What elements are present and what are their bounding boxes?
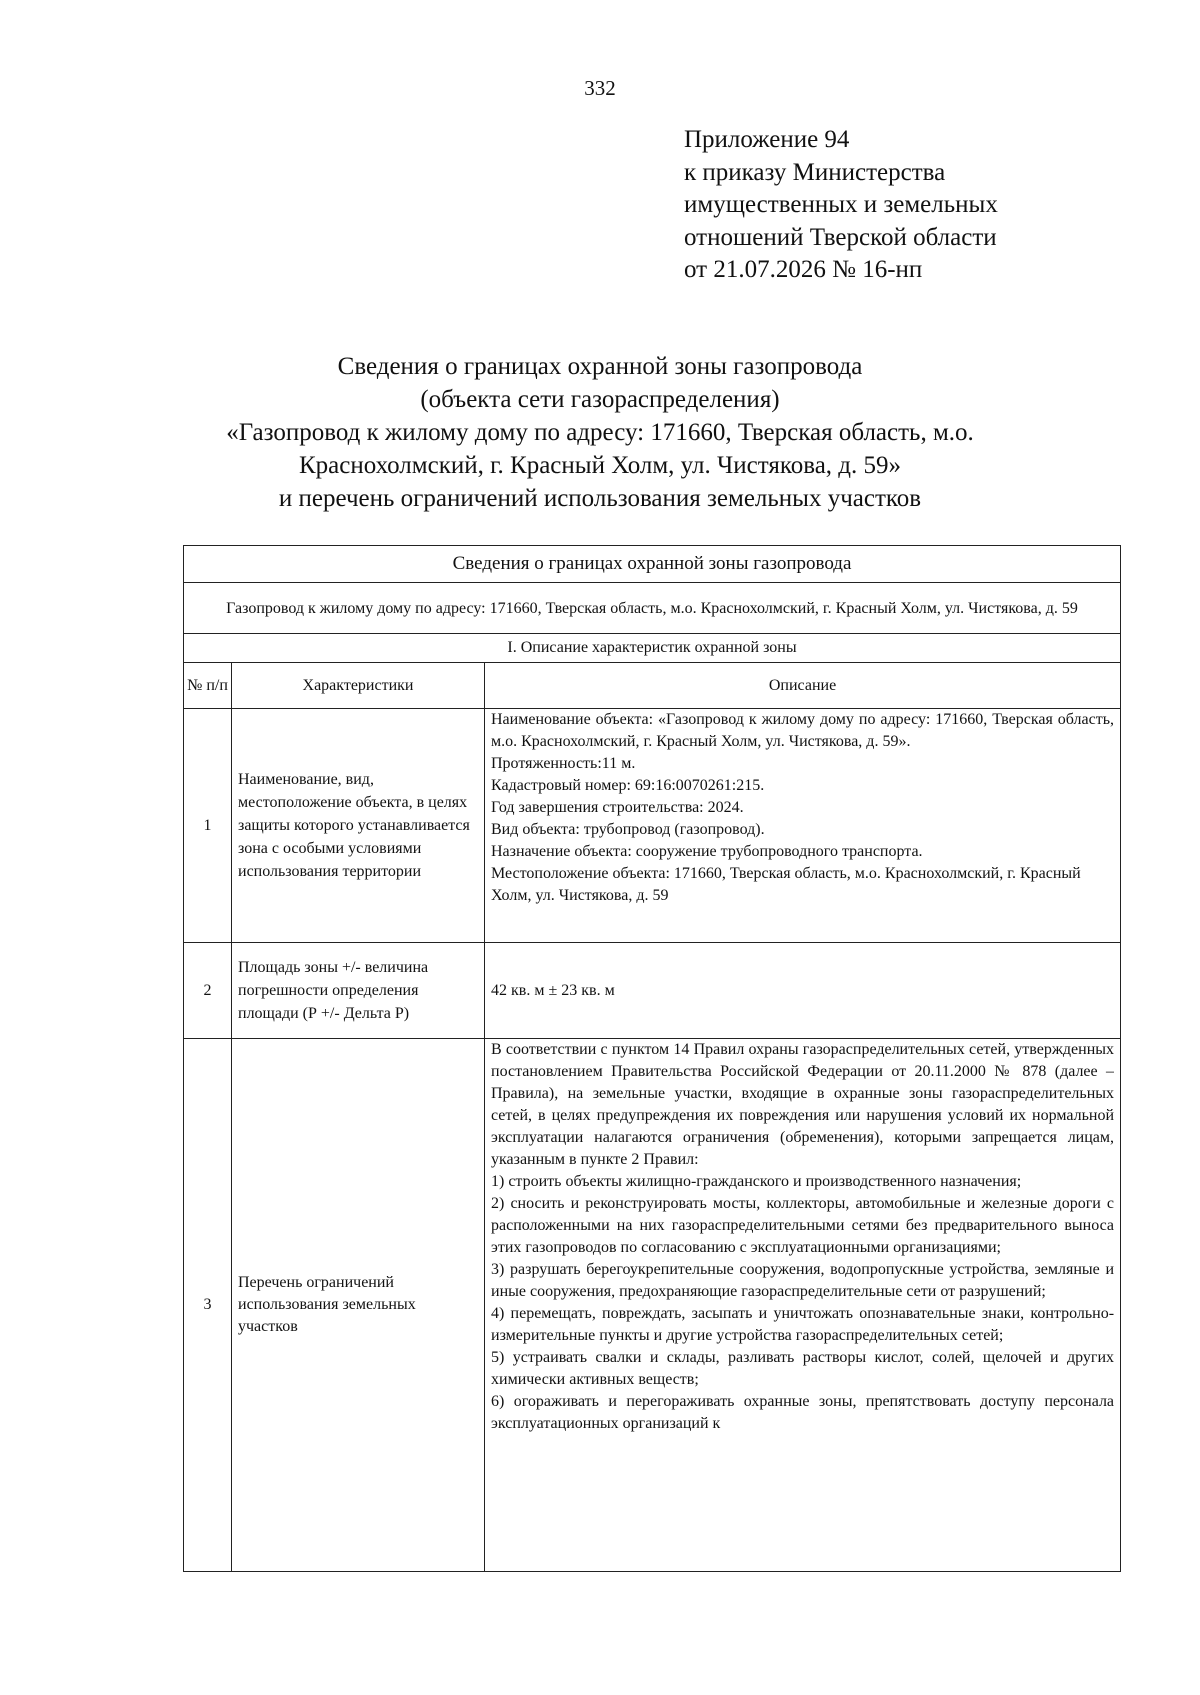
description-paragraph: Назначение объекта: сооружение трубопроводного транспорта. <box>491 843 923 860</box>
description-paragraph: 2) сносить и реконструировать мосты, коллекторы, автомобильные и железные дороги с расположенными на них газораспределительными сетями без предварительного выноса этих газопроводов по согласованию с эксплуатационными организациями; <box>491 1195 1115 1256</box>
description-paragraph: В соответствии с пунктом 14 Правил охраны газораспределительных сетей, утвержденных постановлением Правительства Российской Федерации от 20.11.2000 № 878 (далее – Правила), на земельные участки, входящие в охранные зоны газораспределительных сетей, в целях предупреждения их повреждения или нарушения условий их нормальной эксплуатации налагаются ограничения (обременения), которыми запрещается лицам, указанным в пункте 2 Правил: <box>491 1041 1115 1168</box>
title-line: (объекта сети газораспределения) <box>420 386 780 413</box>
header-num: № п/п <box>184 663 232 709</box>
title-line: Краснохолмский, г. Красный Холм, ул. Чистякова, д. 59» <box>298 452 902 479</box>
description-paragraph: 4) перемещать, повреждать, засыпать и уничтожать опознавательные знаки, контрольно-измерительные пункты и другие устройства газораспределительных сетей; <box>491 1305 1115 1344</box>
appendix-line: к приказу Министерства <box>684 158 946 186</box>
row-characteristic: Перечень ограничений использования земельных участков <box>232 1039 485 1572</box>
description-paragraph: Местоположение объекта: 171660, Тверская область, м.о. Краснохолмский, г. Красный Холм, ул. Чистякова, д. 59 <box>491 865 1081 904</box>
table-row <box>184 943 1121 1039</box>
table-section-title: Сведения о границах охранной зоны газопровода <box>184 546 1121 583</box>
description-paragraph: Кадастровый номер: 69:16:0070261:215. <box>491 777 765 794</box>
protection-zone-table <box>183 545 1121 1572</box>
appendix-line: Приложение 94 <box>684 126 850 153</box>
row-characteristic: Наименование, вид, местоположение объекта, в целях защиты которого устанавливается зона с особыми условиями использования территории <box>232 709 485 943</box>
appendix-line: отношений Тверской области <box>684 223 997 251</box>
appendix-line: от 21.07.2026 № 16-нп <box>684 256 923 283</box>
row-characteristic: Площадь зоны +/- величина погрешности определения площади (Р +/- Дельта Р) <box>232 943 485 1039</box>
table-part-title: I. Описание характеристик охранной зоны <box>184 634 1121 663</box>
title-line: «Газопровод к жилому дому по адресу: 171660, Тверская область, м.о. <box>226 419 974 446</box>
description-paragraph: Вид объекта: трубопровод (газопровод). <box>491 821 765 838</box>
row-description <box>485 1039 1121 1572</box>
header-characteristic: Характеристики <box>232 663 485 709</box>
description-paragraph: Год завершения строительства: 2024. <box>491 799 744 816</box>
description-paragraph: Наименование объекта: «Газопровод к жилому дому по адресу: 171660, Тверская область, м.о. Краснохолмский, г. Красный Холм, ул. Чистякова, д. 59». <box>491 711 1115 750</box>
page-number: 332 <box>584 76 616 100</box>
appendix-line: имущественных и земельных <box>684 191 998 218</box>
row-num: 3 <box>184 1039 232 1572</box>
row-description: 42 кв. м ± 23 кв. м <box>485 943 1121 1039</box>
description-paragraph: Протяженность:11 м. <box>491 755 636 772</box>
header-description: Описание <box>485 663 1121 709</box>
description-paragraph: 6) огораживать и перегораживать охранные зоны, препятствовать доступу персонала эксплуатационных организаций к <box>491 1393 1115 1432</box>
table-object-name: Газопровод к жилому дому по адресу: 171660, Тверская область, м.о. Краснохолмский, г. Красный Холм, ул. Чистякова, д. 59 <box>184 583 1121 634</box>
title-line: и перечень ограничений использования земельных участков <box>278 485 922 512</box>
description-paragraph: 5) устраивать свалки и склады, разливать растворы кислот, солей, щелочей и других химически активных веществ; <box>491 1349 1115 1388</box>
description-paragraph: 1) строить объекты жилищно-гражданского и производственного назначения; <box>491 1173 1022 1190</box>
row-num: 2 <box>184 943 232 1039</box>
document-title <box>150 350 1050 515</box>
title-line: Сведения о границах охранной зоны газопровода <box>337 353 863 380</box>
row-description <box>485 709 1121 943</box>
description-paragraph: 3) разрушать берегоукрепительные сооружения, водопропускные устройства, земляные и иные сооружения, предохраняющие газораспределительные сети от разрушений; <box>491 1261 1115 1300</box>
table-row <box>184 1039 1121 1572</box>
table-row <box>184 709 1121 943</box>
appendix-block <box>684 124 998 287</box>
row-num: 1 <box>184 709 232 943</box>
